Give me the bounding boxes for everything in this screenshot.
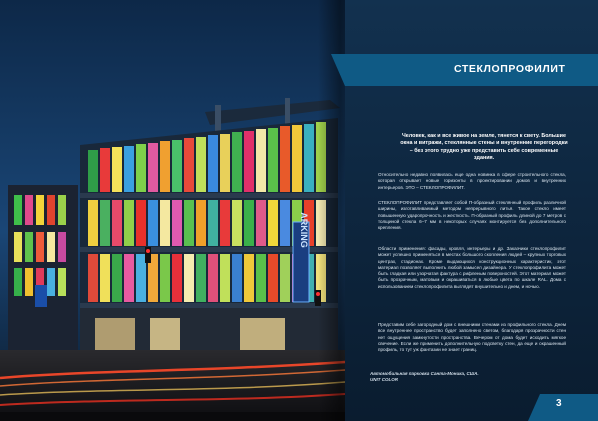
page-number: 3 [556,398,562,409]
paragraph-2: СТЕКЛОПРОФИЛИТ представляет собой П-образный стеклянный профиль различной ширины, изготавливаемый методом непрерывного литья. Такое стекло имеет повышенную ударопрочность и жесткость. П-образный профиль длиной до 7 метров с толщиной стекла 6–7 мм в некоторых случаях монтируется без дополнительного крепления. [378,200,566,231]
page-number-band [540,394,598,421]
paragraph-3: Области применения: фасады, кровля, интерьеры и др. Заказчики стеклопрофилит может успешно применяться в местах большого скопления людей – крупных торговых центрах, стадионах. Кроме выдающихся конструкционных характеристик, этот материал позволяет выполнить любой замысел дизайнера. У стеклопрофилита может быть гладкая или узорчатая фактура с рифленым поверхностей. Этот материал может быть прозрачным, матовым и окрашиваться в любые цвета по шкале RAL. Дома с использованием стеклопрофилита выглядят внушительно и днем, и ночью. [378,246,566,289]
p-sign [35,285,47,307]
lead-paragraph: Человек, как и все живое на земле, тянется к свету. Большие окна и витражи, стеклянные стены и внутренние перегородки – без этого трудно уже представить себе современные здания. [400,133,568,162]
photo-caption [370,371,520,383]
paragraph-1: Относительно недавно появилась еще одна новинка в сфере строительного стекла, которая открывает новые горизонты в проектировании домов и внутренних интерьеров. ЭТО – СТЕКЛОПРОФИЛИТ. [378,172,566,190]
caption-line-1: Автомобильная парковка Санта-Моника, США. [370,371,479,376]
caption-line-2: UNIT COLOR [370,377,398,382]
paragraph-4: Представим себе загородный дом с внешними стенами из профильного стекла. Днем все внутреннее пространство будет заполнено светом, благодаря прозрачности стен нет ощущения замкнутости пространства. Вечером от дома будет исходить мягкое свечение. Если же применить дополнительную подсветку стен, да еще и окрашенный профиль, то тут уж фантазии не знает границ. [378,322,566,353]
parking-sign-text: ARKING [299,212,309,248]
page-title: СТЕКЛОПРОФИЛИТ [454,63,566,75]
